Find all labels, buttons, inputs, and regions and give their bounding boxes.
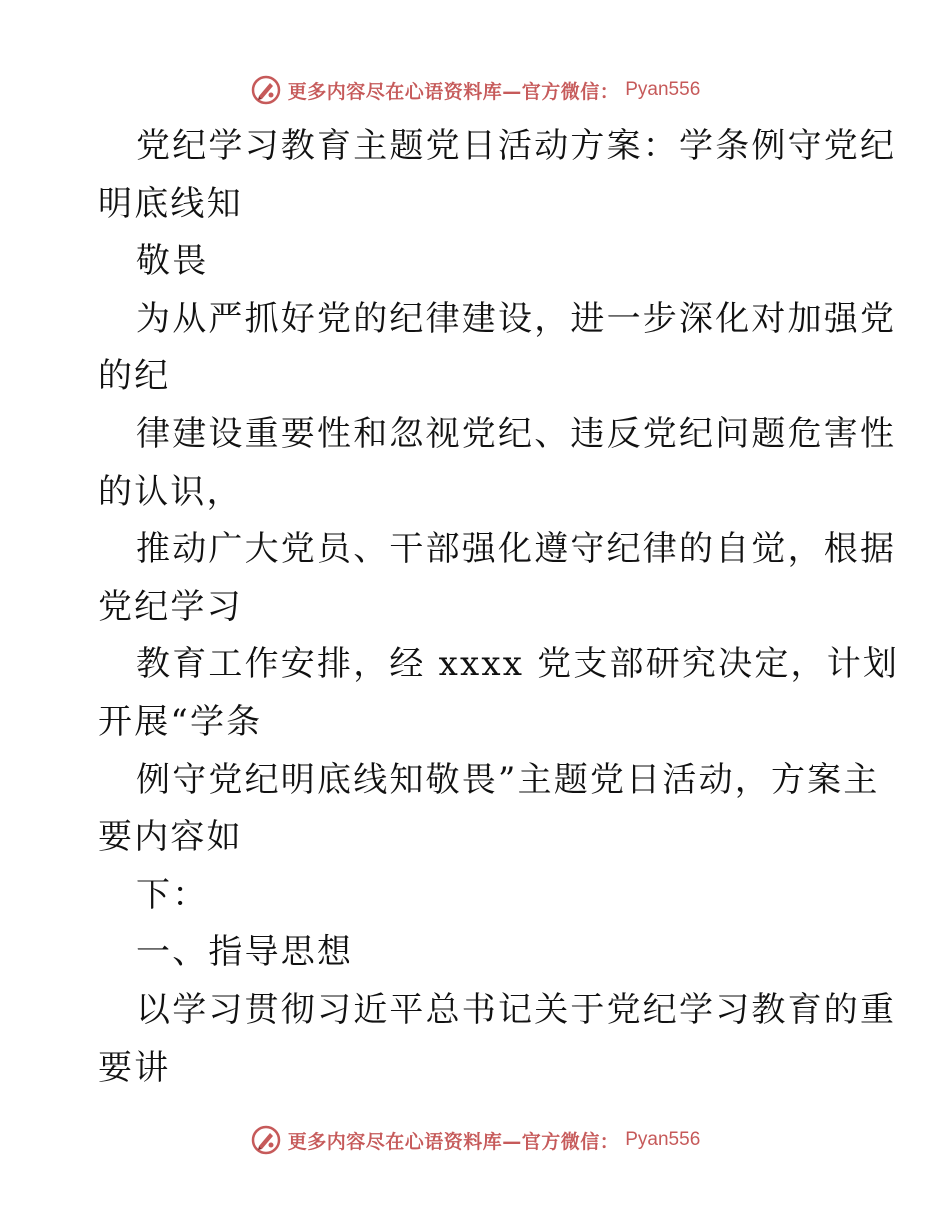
text-line: 敬畏 [136,241,209,282]
watermark-wechat-id: Pyan556 [625,1129,701,1150]
text-line: 为从严抓好党的纪律建设，进一步深化对加强党 [136,298,897,339]
text-line: 明底线知 [98,183,243,224]
footer-watermark [0,1120,950,1160]
document-body [98,118,900,1097]
text-line: 教育工作安排，经 xxxx 党支部研究决定，计划 [136,644,900,685]
text-line: 党纪学习 [98,586,243,627]
text-line: 党纪学习教育主题党日活动方案：学条例守党纪 [136,126,897,166]
text-line: 的纪 [98,356,171,397]
text-line: 的认识， [98,471,243,512]
pen-logo-icon [250,1124,282,1156]
section-heading: 一、指导思想 [136,932,354,973]
text-line: 下： [136,874,209,915]
pen-logo-icon [250,74,282,106]
text-line: 要内容如 [98,817,243,858]
header-watermark [0,70,950,110]
text-line: 推动广大党员、干部强化遵守纪律的自觉，根据 [136,529,897,570]
watermark-text: 更多内容尽在心语资料库—官方微信： [287,1130,620,1153]
watermark-wechat-id: Pyan556 [625,79,701,100]
text-line: 开展“学条 [98,701,263,742]
watermark-text: 更多内容尽在心语资料库—官方微信： [287,80,620,103]
text-line: 要讲 [98,1047,171,1088]
text-line: 律建设重要性和忽视党纪、违反党纪问题危害性 [136,413,897,454]
text-line: 以学习贯彻习近平总书记关于党纪学习教育的重 [136,989,897,1030]
text-line: 例守党纪明底线知敬畏”主题党日活动，方案主 [136,759,880,800]
